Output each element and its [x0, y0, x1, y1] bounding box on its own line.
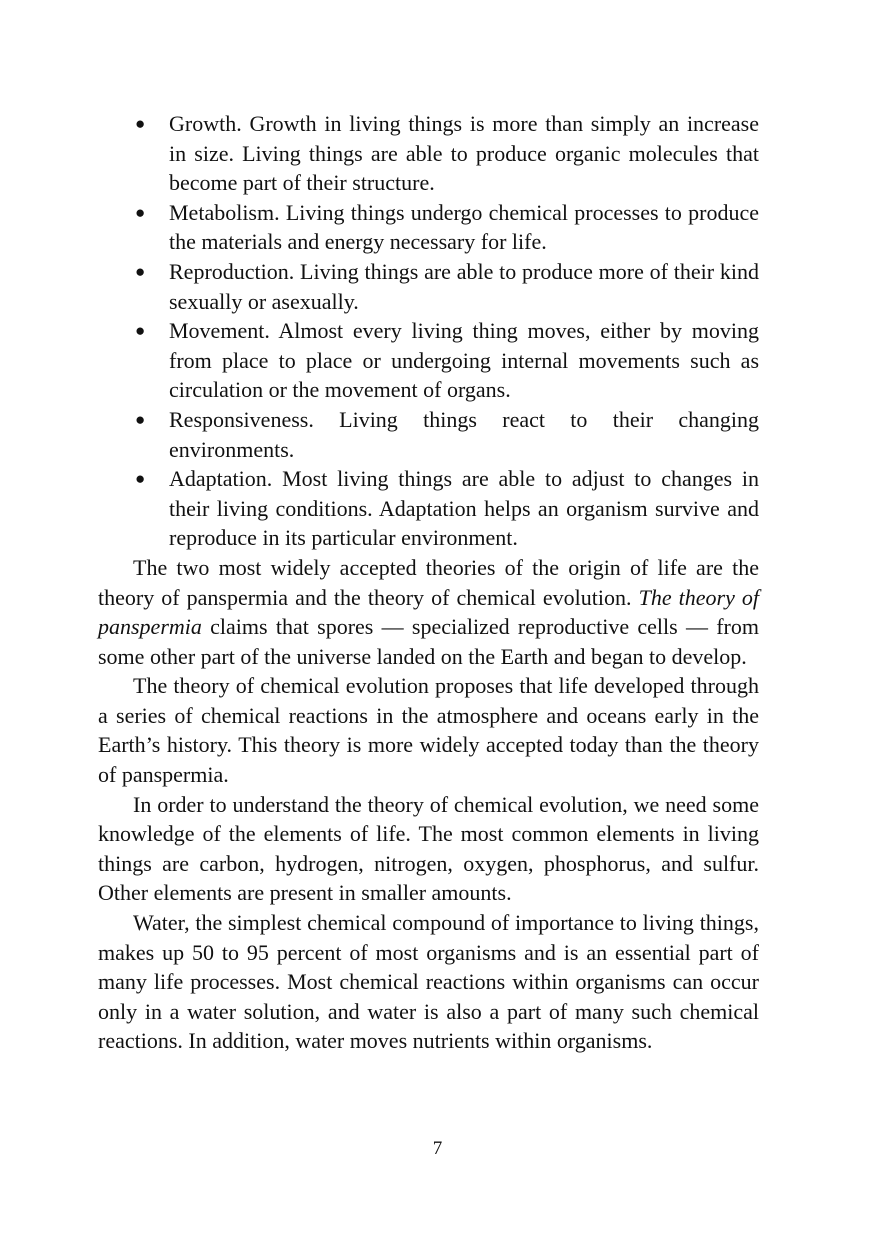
list-item-text: Adaptation. Most living things are able to adjust to changes in their living conditions. Adaptation helps an organism survive and reproduce in its particular environment. [169, 466, 759, 551]
paragraph-elements: In order to understand the theory of chemical evolution, we need some knowledge of the elements of life. The most common elements in living things are carbon, hydrogen, nitrogen, oxygen, phosphorus, and sulfur. Other elements are present in smaller amounts. [98, 791, 759, 906]
list-item [98, 316, 759, 405]
bullet-icon: ● [135, 114, 146, 133]
bullet-icon: ● [135, 261, 146, 281]
paragraph-theories [98, 553, 759, 671]
list-item [98, 464, 759, 553]
list-item [98, 198, 759, 257]
bullet-icon: ● [135, 202, 146, 222]
bullet-icon: ● [135, 469, 146, 489]
bullet-icon: ● [135, 321, 146, 341]
page-number: 7 [432, 1138, 443, 1159]
page-body [98, 109, 759, 1056]
paragraph-chemical-evolution: The theory of chemical evolution proposes that life developed through a series of chemical reactions in the atmosphere and oceans early in the Earth’s history. This theory is more widely accepted today than the theory of panspermia. [98, 673, 759, 788]
bullet-icon: ● [135, 409, 146, 429]
list-item [98, 109, 759, 198]
characteristics-list [98, 109, 759, 553]
paragraph-theories-part1: The two most widely accepted theories of the origin of life are the theory of panspermia and the theory of chemical evolution. [98, 554, 759, 610]
list-item-text: Reproduction. Living things are able to produce more of their kind sexually or asexually. [169, 258, 759, 314]
list-item [98, 405, 759, 464]
list-item-text: Metabolism. Living things undergo chemical processes to produce the materials and energy necessary for life. [169, 199, 759, 255]
list-item-text: Growth. Growth in living things is more than simply an increase in size. Living things are able to produce organic molecules that become part of their structure. [169, 111, 759, 196]
panspermia-term: The theory of panspermia [98, 584, 759, 640]
list-item-text: Movement. Almost every living thing moves, either by moving from place to place or undergoing internal movements such as circulation or the movement of organs. [169, 318, 759, 403]
list-item [98, 257, 759, 316]
list-item-text: Responsiveness. Living things react to their changing environments. [169, 406, 759, 462]
paragraph-water: Water, the simplest chemical compound of importance to living things, makes up 50 to 95 percent of most organisms and is an essential part of many life processes. Most chemical reactions within organisms can occur only in a water solution, and water is also a part of many such chemical reactions. In addition, water moves nutrients within organisms. [98, 910, 759, 1054]
paragraph-theories-part2: claims that spores — specialized reproductive cells — from some other part of the universe landed on the Earth and began to develop. [98, 614, 759, 669]
